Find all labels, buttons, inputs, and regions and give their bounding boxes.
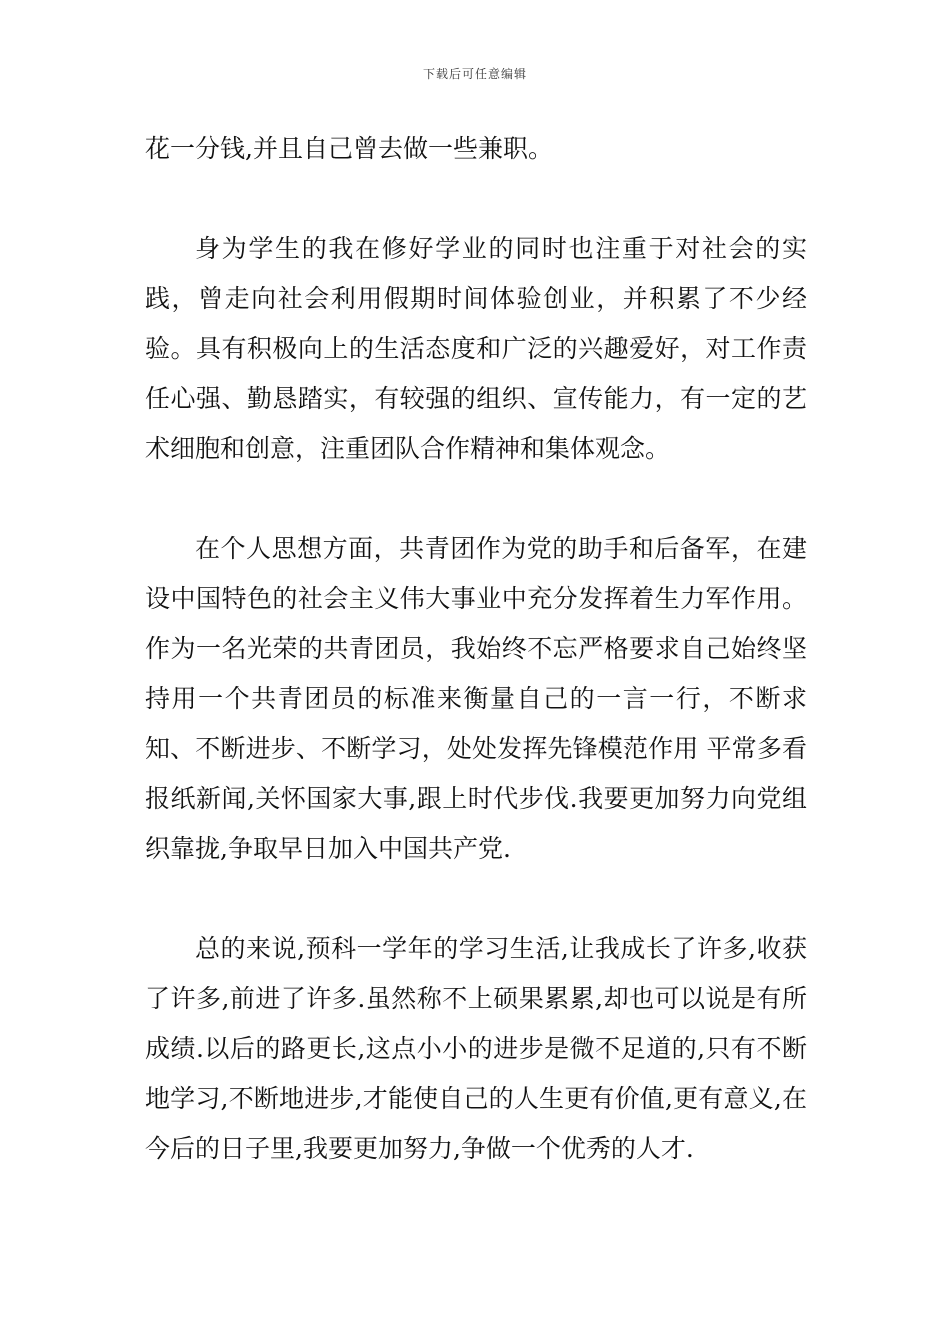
document-body (145, 124, 807, 1224)
paragraph-summary: 总的来说,预科一学年的学习生活,让我成长了许多,收获了许多,前进了许多.虽然称不上硕果累累,却也可以说是有所成绩.以后的路更长,这点小小的进步是微不足道的,只有不断地学习,不断地进步,才能使自己的人生更有价值,更有意义,在今后的日子里,我要更加努力,争做一个优秀的人才. (145, 934, 807, 1163)
paragraph-practice: 身为学生的我在修好学业的同时也注重于对社会的实践，曾走向社会利用假期时间体验创业，并积累了不少经验。具有积极向上的生活态度和广泛的兴趣爱好，对工作责任心强、勤恳踏实，有较强的组织、宣传能力，有一定的艺术细胞和创意，注重团队合作精神和集体观念。 (145, 234, 807, 463)
paragraph-continued: 花一分钱,并且自己曾去做一些兼职。 (145, 134, 553, 163)
paragraph-ideology: 在个人思想方面，共青团作为党的助手和后备军，在建设中国特色的社会主义伟大事业中充分发挥着生力军作用。作为一名光荣的共青团员，我始终不忘严格要求自己始终坚持用一个共青团员的标准来衡量自己的一言一行，不断求知、不断进步、不断学习，处处发挥先锋模范作用 平常多看报纸新闻,关怀国家大事,跟上时代步伐.我要更加努力向党组织靠拢,争取早日加入中国共产党. (145, 534, 807, 863)
header-note: 下载后可任意编辑 (422, 67, 527, 81)
